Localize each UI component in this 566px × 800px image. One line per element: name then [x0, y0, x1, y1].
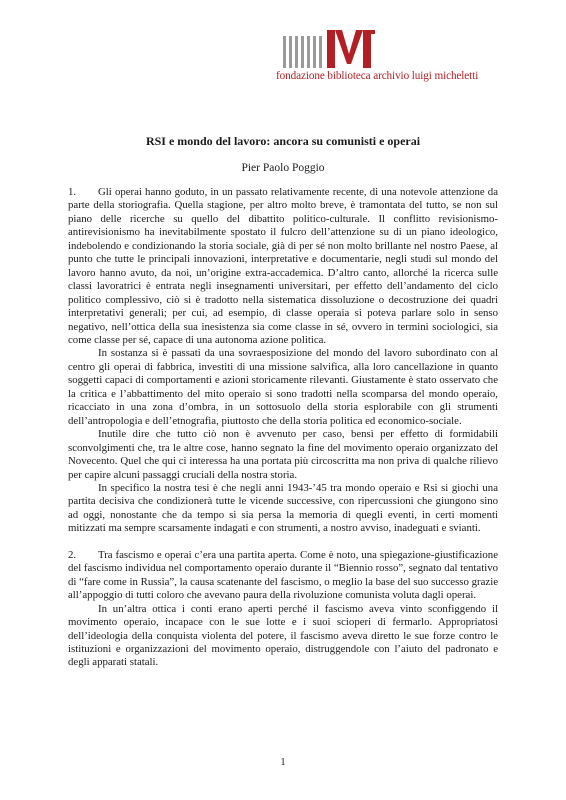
foundation-name: fondazione biblioteca archivio luigi micheletti: [276, 70, 479, 82]
paragraph: In sostanza si è passati da una sovraesposizione del mondo del lavoro subordinato con al centro gli operai di fabbrica, investiti di una missione salvifica, alla loro cancellazione in quanto soggetti capaci di comportamenti e azioni storicamente rilevanti. Giustamente è stato osservato che la critica e l’abbattimento del mito operaio si sono tradotti nella scomparsa del mondo operaio, ricacciato in una zona d’ombra, in un sottosuolo della storia esplorabile con gli strumenti dell’antropologia e dell’etnografia, piuttosto che della storia politica ed economico-sociale.: [68, 347, 498, 427]
paragraph-text: Tra fascismo e operai c’era una partita aperta. Come è noto, una spiegazione-giustificazione del fascismo individua nel comportamento operaio durante il “Biennio rosso”, segnato dal tentativo di “fare come in Russia”, la causa scatenante del fascismo, o meglio la base del suo successo grazie all’appoggio di tutti coloro che avevano paura della rivoluzione comunista voluta dagli operai.: [68, 548, 498, 602]
document-title: RSI e mondo del lavoro: ancora su comunisti e operai: [145, 134, 421, 148]
section-number: 2.: [68, 548, 77, 561]
paragraph: [68, 186, 498, 347]
document-author: Pier Paolo Poggio: [241, 162, 325, 174]
page-number: 1: [280, 757, 286, 768]
section-number: 1.: [68, 186, 77, 198]
paragraph: [68, 549, 498, 603]
paragraph: In specifico la nostra tesi è che negli anni 1943-’45 tra mondo operaio e Rsi si giochi una partita decisiva che condizionerà tutte le vicende successive, con ripercussioni che giungono sino ad oggi, nonostante che da tempo si sia persa la memoria di quegli eventi, in certi momenti mitizzati ma sempre scarsamente indagati e con strumenti, a nostro avviso, inadeguati e svianti.: [68, 481, 498, 535]
document-body: [68, 186, 498, 670]
paragraph-text: Gli operai hanno goduto, in un passato relativamente recente, di una notevole attenzione da parte della storiografia. Quella stagione, per altro molto breve, è tramontata del tutto, se non sul piano delle ricerche su quello del dibattito politico-culturale. Il conflitto revisionismo-antirevisionismo ha inevitabilmente spostato il fulcro dell’attenzione su di un piano ideologico, indebolendo e condizionando la storia sociale, già di per sé non molto brillante nel nostro Paese, al punto che tutte le principali innovazioni, interpretative e documentarie, negli studi sul mondo del lavoro hanno avuto, da noi, un’origine extra-accademica. D’altro canto, allorché la ricerca sulle classi lavoratrici è entrata negli insegnamenti universitari, per effetto dell’andamento del ciclo politico complessivo, ciò si è tradotto nella sistematica dissoluzione o decostruzione dei quadri interpretativi generali; per cui, ad esempio, di classe operaia si poteva parlare solo in senso negativo, nell’ottica della sua inesistenza sia come classe in sé, ovvero in termini sociologici, sia come classe per sé, capace di una autonoma azione politica.: [68, 186, 498, 346]
foundation-logo-icon: [283, 26, 375, 68]
paragraph: Inutile dire che tutto ciò non è avvenuto per caso, bensì per effetto di formidabili sconvolgimenti che, tra le altre cose, hanno segnato la fine del movimento operaio organizzato del Novecento. Quel che qui ci interessa ha una portata più circoscritta ma non priva di qualche rilievo per capire alcuni passaggi cruciali della nostra storia.: [68, 428, 498, 481]
paragraph: In un’altra ottica i conti erano aperti perché il fascismo aveva vinto sconfiggendo il movimento operaio, incapace con le sue lotte e i suoi scioperi di fermarlo. Appropriatosi dell’ideologia della conquista violenta del potere, il fascismo aveva diretto le sue forze contro le istituzioni e organizzazioni del movimento operaio, distruggendole con l’aiuto del padronato e degli apparati statali.: [68, 602, 498, 669]
